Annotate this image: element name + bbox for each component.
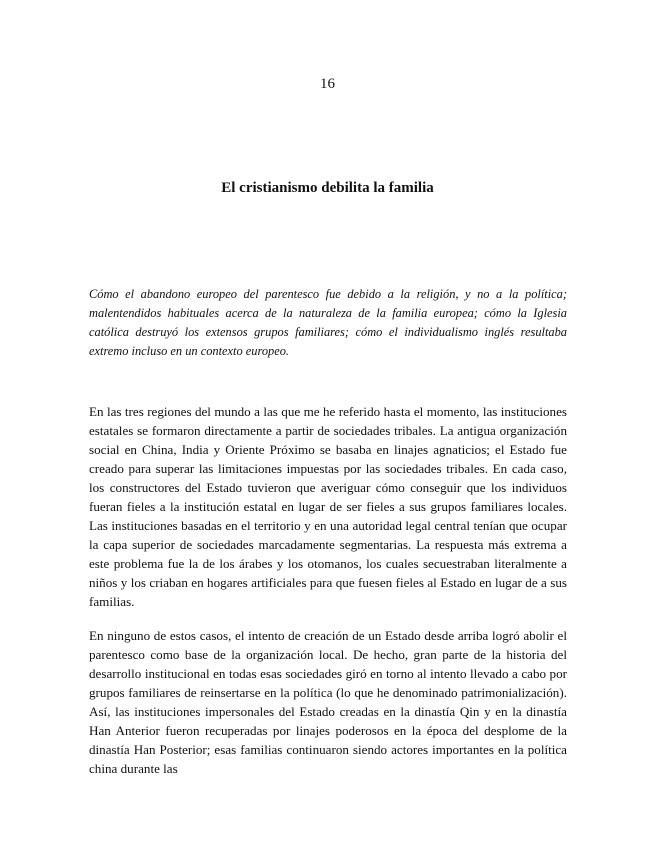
page-number: 16 [320,76,335,92]
body-paragraph: En las tres regiones del mundo a las que me he referido hasta el momento, las instituciones estatales se formaron directamente a partir de sociedades tribales. La antigua organización social en China, India y Oriente Próximo se basaba en linajes agnaticios; el Estado fue creado para superar las limitaciones impuestas por las sociedades tribales. En cada caso, los constructores del Estado tuvieron que averiguar cómo conseguir que los individuos fueran fieles a la institución estatal en lugar de ser fieles a sus grupos familiares locales. Las instituciones basadas en el territorio y en una autoridad legal central tenían que ocupar la capa superior de sociedades marcadamente segmentarias. La respuesta más extrema a este problema fue la de los árabes y los otomanos, los cuales secuestraban literalmente a niños y los criaban en hogares artificiales para que fuesen fieles al Estado en lugar de a sus familias. [89,404,567,609]
chapter-epigraph: Cómo el abandono europeo del parentesco fue debido a la religión, y no a la política; malentendidos habituales acerca de la naturaleza de la familia europea; cómo la Iglesia católica destruyó los extensos grupos familiares; cómo el individualismo inglés resultaba extremo incluso en un contexto europeo. [89,287,567,358]
body-paragraph: En ninguno de estos casos, el intento de creación de un Estado desde arriba logró abolir el parentesco como base de la organización local. De hecho, gran parte de la historia del desarrollo institucional en todas esas sociedades giró en torno al intento llevado a cabo por grupos familiares de reinsertarse en la política (lo que he denominado patrimonialización). Así, las instituciones impersonales del Estado creadas en la dinastía Qin y en la dinastía Han Anterior fueron recuperadas por linajes poderosos en la época del desplome de la dinastía Han Posterior; esas familias continuaron siendo actores importantes en la política china durante las [89,628,567,776]
chapter-title: El cristianismo debilita la familia [221,180,434,196]
